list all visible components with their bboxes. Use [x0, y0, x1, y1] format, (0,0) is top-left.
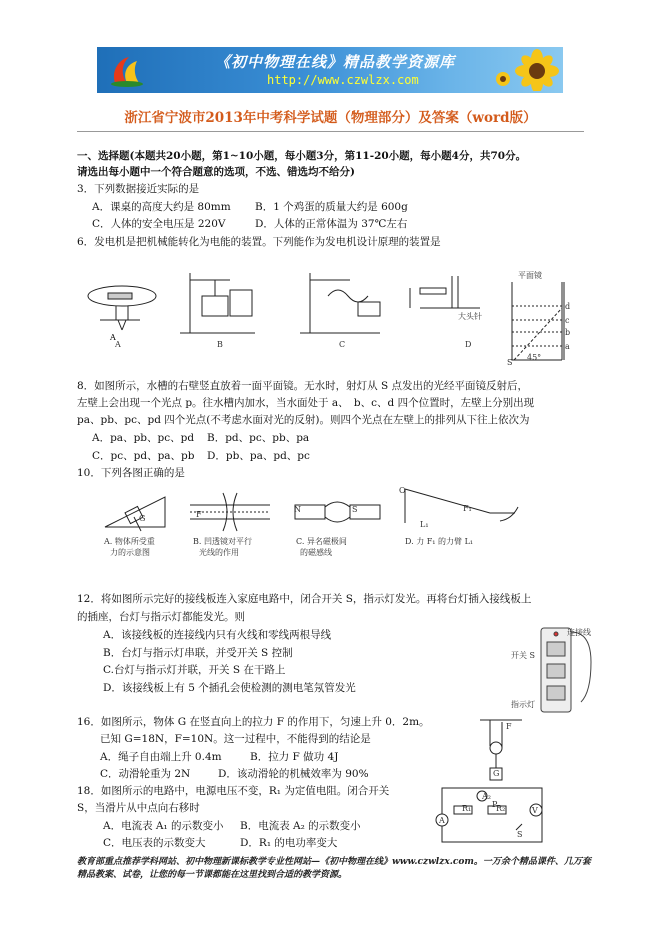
q8-line1: 8．如图所示，水槽的右壁竖直放着一面平面镜。无水时，射灯从 S 点发出的光经平面镜反射后，	[77, 380, 529, 392]
title-divider	[77, 131, 584, 132]
q16-option-b: B．拉力 F 做功 4J	[250, 751, 339, 763]
q10-s-label: S	[352, 505, 358, 514]
q3-option-b: B．1 个鸡蛋的质量大约是 600g	[255, 201, 408, 213]
q18-line2: S，当滑片从中点向右移时	[77, 802, 200, 814]
q8-line2: 左壁上会出现一个光点 p。往水槽内加水，当水面处于 a、 b、c、d 四个位置时，左壁上分别出现	[77, 397, 535, 409]
q10-cap-d: D. 力 F₁ 的力臂 L₁	[405, 537, 474, 546]
q6-figure-a-label: A	[110, 333, 116, 342]
q18-r1-label: R₁	[462, 804, 472, 813]
q18-option-d: D．R₁ 的电功率变大	[240, 837, 338, 849]
q6-figures	[80, 268, 580, 368]
q6-label-a: A	[115, 340, 121, 349]
q16-option-a: A．绳子自由端上升 0.4m	[100, 751, 222, 763]
q10-cap-c2: 的磁感线	[300, 548, 332, 557]
q12-line2: 的插座，台灯与指示灯都能发光。则	[77, 611, 245, 623]
q12-option-d: D．该接线板上有 5 个插孔会使检测的测电笔氖管发光	[103, 682, 356, 694]
section-heading-line1: 一、选择题(本题共20小题，第1~10小题，每小题3分，第11-20小题，每小题4分，共70分。	[77, 150, 527, 162]
q10-stem: 10．下列各图正确的是	[77, 467, 185, 479]
q10-figures	[95, 485, 525, 540]
q10-o-label: O	[399, 486, 406, 495]
q18-option-a: A．电流表 A₁ 的示数变小	[103, 820, 224, 832]
q18-s-label: S	[517, 830, 523, 839]
q12-option-c: C.台灯与指示灯并联，开关 S 在干路上	[103, 664, 286, 676]
q8-point-b: b	[565, 328, 571, 337]
q8-point-a: a	[565, 342, 570, 351]
q6-figure-d	[410, 276, 480, 308]
q18-a2-label: A₂	[482, 792, 491, 801]
site-banner	[97, 47, 563, 93]
q3-option-c: C．人体的安全电压是 220V	[92, 218, 226, 230]
q3-option-a: A．课桌的高度大约是 80mm	[92, 201, 231, 213]
site-logo-icon	[107, 53, 143, 87]
q6-figure-c	[300, 273, 380, 333]
q10-figure-b	[190, 493, 270, 531]
q6-figure-b	[180, 273, 255, 333]
q12-cord-label: 连接线	[567, 628, 591, 637]
q18-option-c: C．电压表的示数变大	[103, 837, 206, 849]
q10-figure-a	[105, 497, 165, 531]
q16-option-c: C．动滑轮重为 2N	[100, 768, 191, 780]
q16-line1: 16．如图所示，物体 G 在竖直向上的拉力 F 的作用下，匀速上升 0．2m。	[77, 716, 430, 728]
q10-cap-b2: 光线的作用	[199, 548, 239, 557]
q8-s-label: S	[507, 358, 513, 367]
q6-label-b: B	[217, 340, 223, 349]
q12-line1: 12．将如图所示完好的接线板连入家庭电路中，闭合开关 S，指示灯发光。再将台灯插入接线板上	[77, 593, 532, 605]
q8-point-c: c	[565, 316, 570, 325]
q8-option-c: C．pc、pd、pa、pb	[92, 450, 195, 462]
q8-option-a: A．pa、pb、pc、pd	[92, 432, 195, 444]
banner-url[interactable]: http://www.czwlzx.com	[267, 73, 419, 87]
banner-title: 《初中物理在线》精品教学资源库	[215, 53, 456, 71]
q10-f1-label: F₁	[463, 504, 472, 513]
q10-cap-b1: B. 凹透镜对平行	[193, 537, 252, 546]
q10-f-label: F	[196, 510, 202, 519]
q3-stem: 3．下列数据接近实际的是	[77, 183, 200, 195]
q8-angle-label: 45°	[527, 353, 542, 362]
q18-p-label: P	[492, 800, 498, 809]
q16-f-label: F	[506, 722, 512, 731]
page-footer: 教育部重点推荐学科网站、初中物理新课标教学专业性网站—《初中物理在线》www.czwlzx.com。一万余个精品课件、几万套精品教案、试卷，让您的每一节课都能在这里找到合适的教学资源。	[77, 857, 591, 880]
q18-circuit-figure	[432, 782, 552, 852]
q16-pulley-figure	[478, 716, 528, 784]
section-heading-line2: 请选出每小题中一个符合题意的选项，不选、错选均不给分)	[77, 166, 355, 178]
q16-option-d: D．该动滑轮的机械效率为 90%	[218, 768, 369, 780]
q8-option-d: D．pb、pa、pd、pc	[207, 450, 310, 462]
q18-v-label: V	[532, 806, 538, 815]
q8-mirror-label: 平面镜	[518, 271, 542, 280]
q8-line3: pa、pb、pc、pd 四个光点(不考虑水面对光的反射)。则四个光点在左壁上的排列从下往上依次为	[77, 414, 530, 426]
q6-label-d: D	[465, 340, 472, 349]
q8-point-d: d	[565, 302, 571, 311]
document-title: 浙江省宁波市2013年中考科学试题（物理部分）及答案（word版）	[124, 110, 537, 126]
q3-option-d: D．人体的正常体温为 37℃左右	[255, 218, 408, 230]
q16-g-label: G	[493, 769, 500, 778]
q10-l1-label: L₁	[420, 520, 429, 529]
sunflower-icon	[489, 49, 559, 91]
q10-g-label: G	[139, 514, 146, 523]
q6-figure-a	[88, 286, 156, 330]
q6-stem: 6．发电机是把机械能转化为电能的装置。下列能作为发电机设计原理的装置是	[77, 236, 441, 248]
q12-switch-label: 开关 S	[511, 651, 536, 660]
q12-option-b: B．台灯与指示灯串联，并受开关 S 控制	[103, 647, 293, 659]
q16-line2: 已知 G=18N，F=10N。这一过程中，不能得到的结论是	[100, 733, 371, 745]
q10-cap-a2: 力的示意图	[110, 548, 150, 557]
q10-n-label: N	[294, 505, 301, 514]
q8-mirror-diagram	[512, 282, 564, 360]
q12-lamp-label: 指示灯	[511, 700, 535, 709]
q18-r2-label: R₂	[496, 804, 506, 813]
q18-line1: 18．如图所示的电路中，电源电压不变，R₁ 为定值电阻。闭合开关	[77, 785, 390, 797]
q18-option-b: B．电流表 A₂ 的示数变小	[240, 820, 361, 832]
q6-needle-label: 大头针	[458, 312, 482, 321]
q8-option-b: B．pd、pc、pb、pa	[207, 432, 310, 444]
q6-label-c: C	[339, 340, 346, 349]
q18-a-label: A	[439, 816, 445, 825]
q10-cap-a1: A. 物体所受重	[104, 537, 155, 546]
q10-figure-d	[405, 489, 518, 523]
q12-option-a: A．该接线板的连接线内只有火线和零线两根导线	[103, 629, 332, 641]
q10-figure-c	[295, 502, 380, 522]
q10-cap-c1: C. 异名磁极间	[296, 537, 347, 546]
